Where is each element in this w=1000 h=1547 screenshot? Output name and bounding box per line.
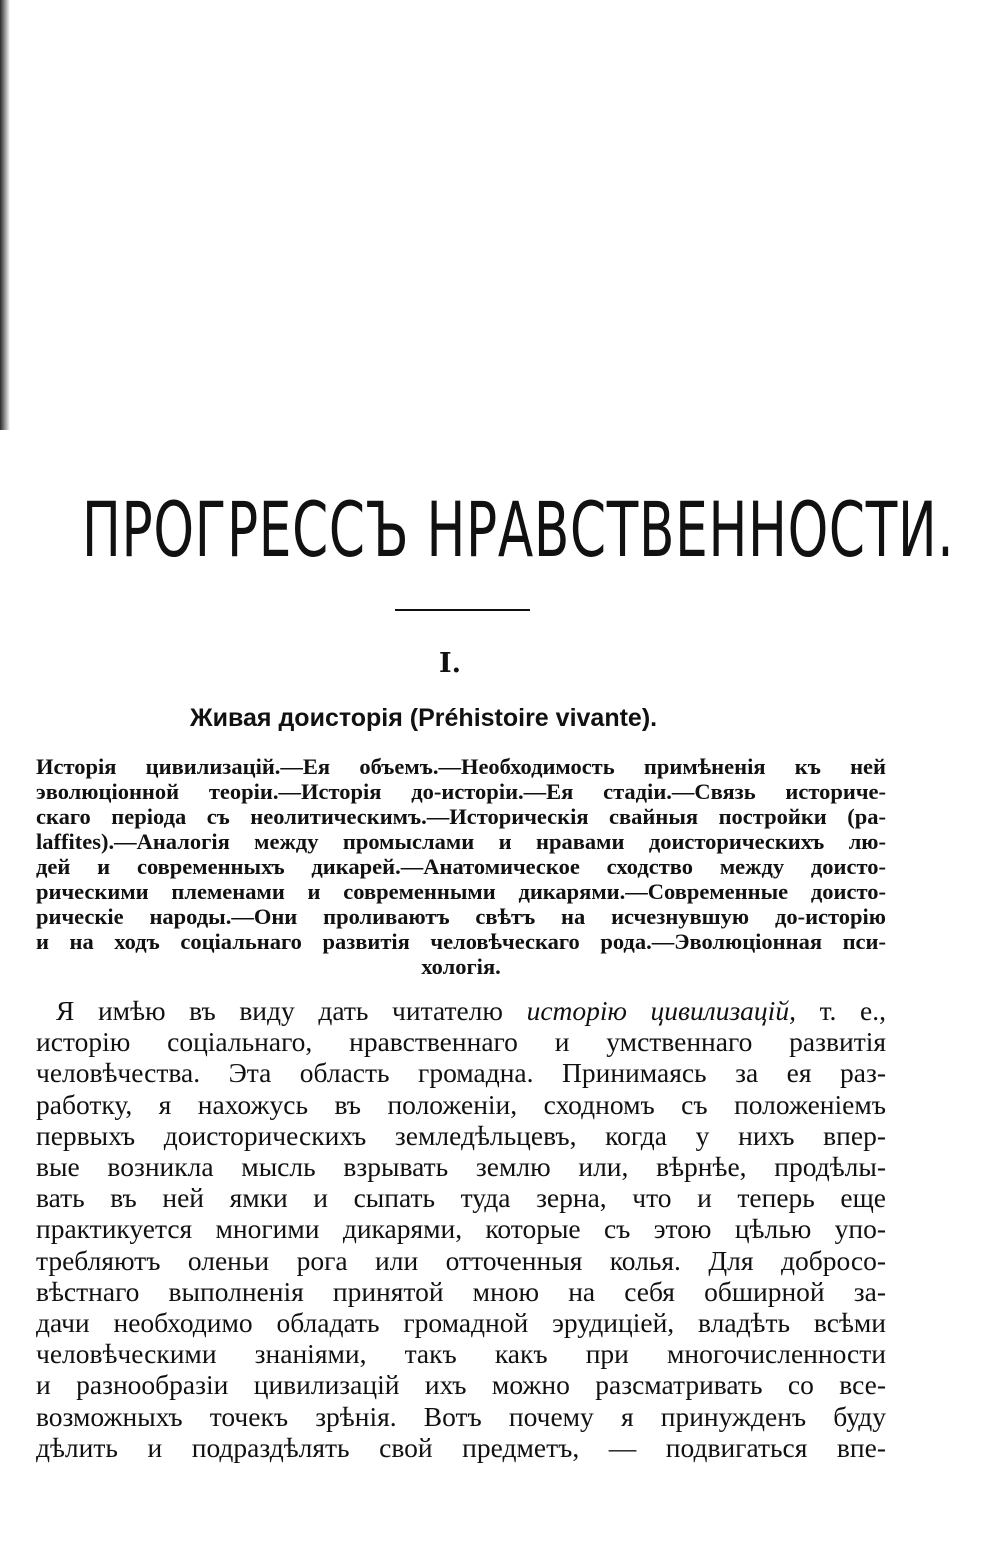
body-line: исторію соціальнаго, нравственнаго и умственнаго развитія	[36, 1026, 886, 1058]
chapter-title: Живая доисторія (Préhistoire vivante).	[190, 704, 658, 732]
body-line: работку, я нахожусь въ положеніи, сходномъ съ положеніемъ	[36, 1088, 886, 1120]
body-line: дѣлить и подраздѣлять свой предметъ, — подвигаться впе-	[36, 1431, 886, 1463]
body-line: возможныхъ точекъ зрѣнія. Вотъ почему я принужденъ буду	[36, 1400, 886, 1432]
page-title: ПРОГРЕССЪ НРАВСТВЕННОСТИ.	[82, 485, 955, 574]
page-edge-shadow	[0, 0, 10, 430]
summary-line: хологія.	[421, 954, 501, 979]
summary-line: рическіе народы.—Они проливаютъ свѣтъ на исчезнувшую до-исторію	[36, 904, 886, 929]
body-text-run: т. е.,	[795, 995, 886, 1026]
body-line: и разнообразіи цивилизацій ихъ можно разсматривать со все-	[36, 1369, 886, 1401]
chapter-number: I.	[438, 648, 462, 679]
summary-line: рическими племенами и современными дикарями.—Современные доисто-	[36, 879, 886, 904]
body-paragraph	[36, 995, 886, 1463]
body-line: дачи необходимо обладать громадной эрудиціей, владѣть всѣми	[36, 1307, 886, 1339]
body-line: практикуется многими дикарями, которые съ этою цѣлью упо-	[36, 1213, 886, 1245]
body-line: вые возникла мысль взрывать землю или, вѣрнѣе, продѣлы-	[36, 1151, 886, 1183]
body-first-line	[36, 995, 886, 1026]
summary-line: скаго періода съ неолитическимъ.—Историческія свайныя постройки (pa-	[36, 804, 886, 829]
body-emphasis: исторію цивилизацій,	[526, 995, 796, 1026]
summary-line: эволюціонной теоріи.—Исторія до-исторіи.—Ея стадіи.—Связь историче-	[36, 779, 886, 804]
summary-line: и на ходъ соціальнаго развитія человѣческаго рода.—Эволюціонная пси-	[36, 929, 886, 954]
body-text-run: Я имѣю въ виду дать читателю	[56, 995, 527, 1026]
body-line: человѣческими знаніями, такъ какъ при многочисленности	[36, 1338, 886, 1370]
body-line: первыхъ доисторическихъ земледѣльцевъ, когда у нихъ впер-	[36, 1119, 886, 1151]
chapter-summary	[36, 754, 886, 979]
summary-line: laffites).—Аналогія между промыслами и нравами доисторическихъ лю-	[36, 829, 886, 854]
body-line: требляютъ оленьи рога или отточенныя колья. Для добросо-	[36, 1244, 886, 1276]
summary-line: Исторія цивилизацій.—Ея объемъ.—Необходимость примѣненія къ ней	[36, 754, 886, 779]
title-divider	[395, 609, 530, 611]
body-line: вать въ ней ямки и сыпать туда зерна, что и теперь еще	[36, 1182, 886, 1214]
summary-line: дей и современныхъ дикарей.—Анатомическое сходство между доисто-	[36, 854, 886, 879]
body-line: вѣстнаго выполненія принятой мною на себя обширной за-	[36, 1275, 886, 1307]
body-line: человѣчества. Эта область громадна. Принимаясь за ея раз-	[36, 1057, 886, 1089]
